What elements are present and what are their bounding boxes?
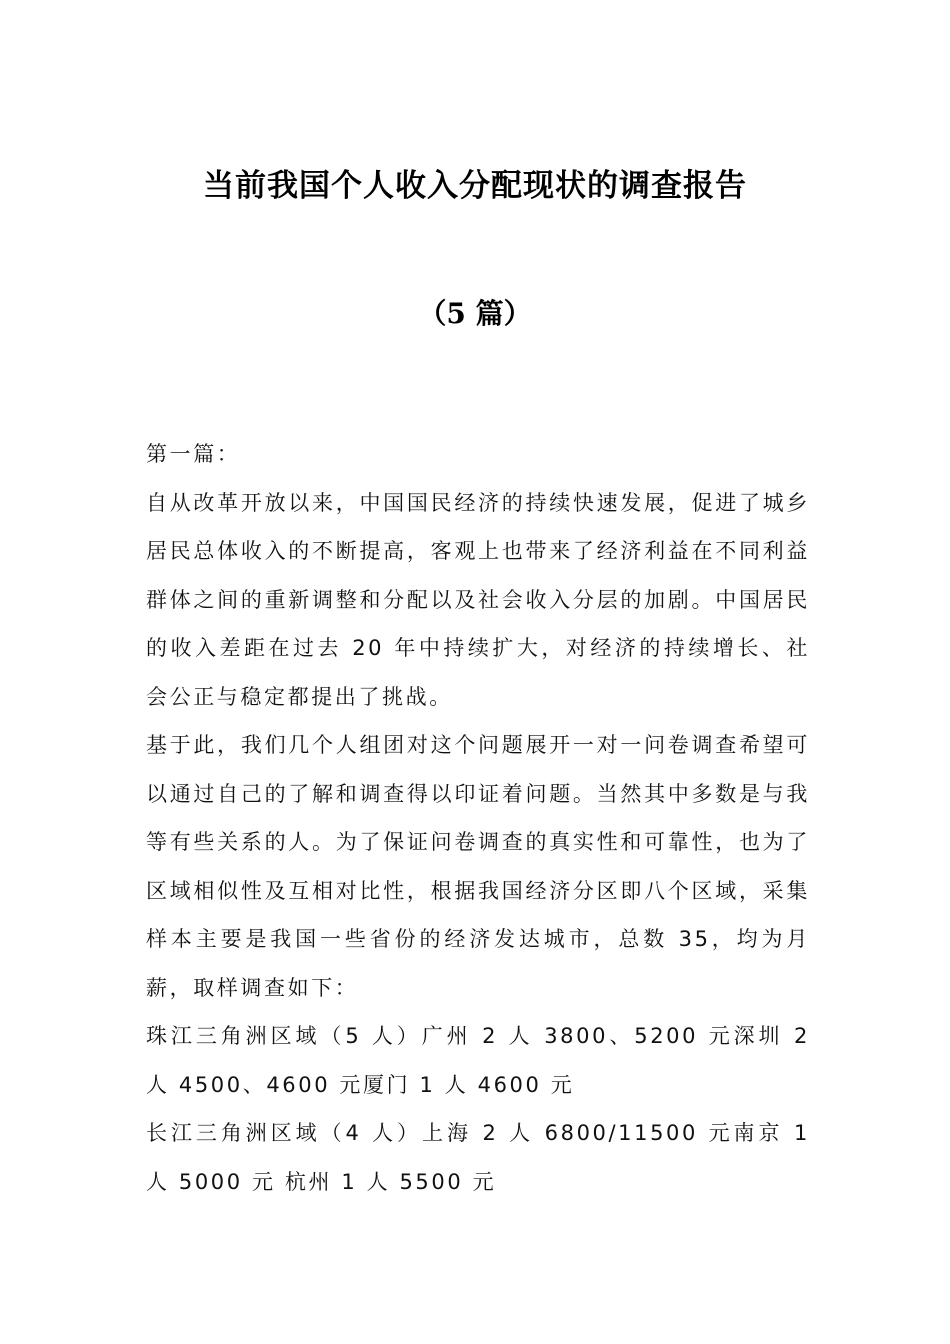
document-body bbox=[146, 430, 810, 1206]
section-heading: 第一篇： bbox=[146, 442, 241, 466]
document-title: 当前我国个人收入分配现状的调查报告 bbox=[203, 168, 747, 204]
document-subtitle: （5 篇） bbox=[418, 297, 532, 330]
paragraph-intro: 自从改革开放以来，中国国民经济的持续快速发展，促进了城乡居民总体收入的不断提高，客观上也带来了经济利益在不同利益群体之间的重新调整和分配以及社会收入分层的加剧。中国居民的收入差距在过去 20 年中持续扩大，对经济的持续增长、社会公正与稳定都提出了挑战。 bbox=[146, 490, 810, 709]
paragraph-pearl-river: 珠江三角洲区域（5 人）广州 2 人 3800、5200 元深圳 2 人 4500、4600 元厦门 1 人 4600 元 bbox=[146, 1024, 810, 1097]
paragraph-method: 基于此，我们几个人组团对这个问题展开一对一问卷调查希望可以通过自己的了解和调查得以印证着问题。当然其中多数是与我等有些关系的人。为了保证问卷调查的真实性和可靠性，也为了区域相似性及互相对比性，根据我国经济分区即八个区域，采集样本主要是我国一些省份的经济发达城市，总数 35，均为月薪，取样调查如下： bbox=[146, 733, 810, 1000]
paragraph-yangtze: 长江三角洲区域（4 人）上海 2 人 6800/11500 元南京 1 人 5000 元 杭州 1 人 5500 元 bbox=[146, 1121, 810, 1194]
